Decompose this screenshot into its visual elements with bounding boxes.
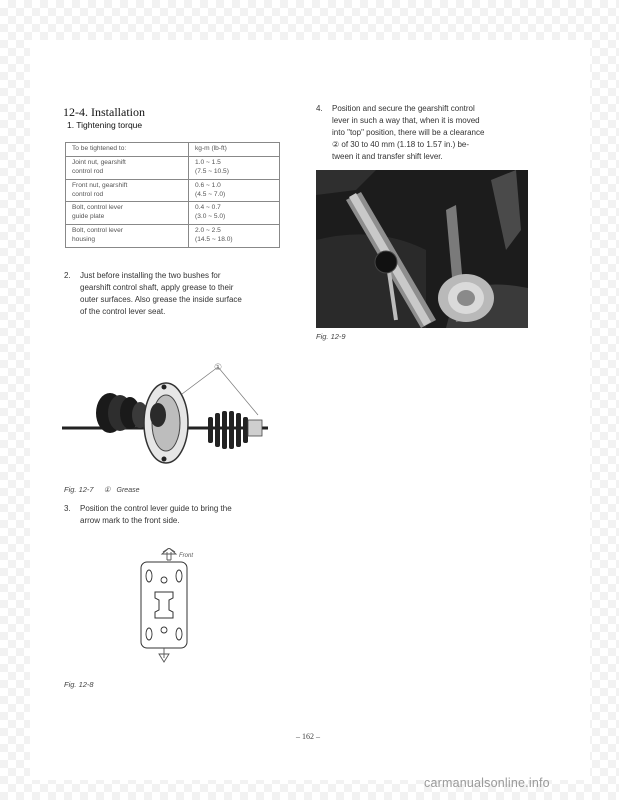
step-4-line: into "top" position, there will be a clearance [332, 128, 485, 137]
table-row [66, 225, 280, 248]
guide-plate-diagram [135, 548, 205, 668]
table-cell-value: 1.0 ~ 1.5 (7.5 ~ 10.5) [189, 156, 280, 179]
step-4-line: lever in such a way that, when it is moved [332, 116, 480, 125]
fig-12-7-caption: Fig. 12-7 ① Grease [64, 485, 140, 494]
step-2-line: gearshift control shaft, apply grease to their [80, 283, 234, 292]
step-3-number: 3. [64, 504, 71, 513]
fig-12-8-caption: Fig. 12-8 [64, 680, 94, 689]
table-row [66, 202, 280, 225]
legend-marker: ① [103, 485, 111, 494]
fig-12-9-caption: Fig. 12-9 [316, 332, 346, 341]
table-cell-part: Front nut, gearshift control rod [66, 179, 189, 202]
grease-marker: ① [214, 363, 223, 373]
gearshift-lever-photo [316, 170, 528, 328]
step-2-line: of the control lever seat. [80, 307, 166, 316]
section-title: 12-4. Installation [63, 105, 145, 119]
step-2-number: 2. [64, 271, 71, 280]
step-4-line: tween it and transfer shift lever. [332, 152, 443, 161]
table-row [66, 156, 280, 179]
table-cell-part: Bolt, control lever housing [66, 225, 189, 248]
shift-shaft-illustration [58, 345, 278, 475]
step-2-line: Just before installing the two bushes for [80, 271, 221, 280]
front-label: Front [179, 553, 194, 559]
step-4-line: Position and secure the gearshift control [332, 104, 475, 113]
table-row [66, 179, 280, 202]
table-header-part: To be tightened to: [66, 143, 189, 157]
watermark: carmanualsonline.info [424, 776, 550, 790]
step-3-line: Position the control lever guide to bring the [80, 504, 232, 513]
table-cell-value: 0.4 ~ 0.7 (3.0 ~ 5.0) [189, 202, 280, 225]
table-cell-part: Bolt, control lever guide plate [66, 202, 189, 225]
table-cell-value: 0.6 ~ 1.0 (4.5 ~ 7.0) [189, 179, 280, 202]
table-cell-value: 2.0 ~ 2.5 (14.5 ~ 18.0) [189, 225, 280, 248]
step-2-paragraph [64, 270, 284, 320]
table-header-row [66, 143, 280, 157]
table-header-value: kg-m (lb-ft) [189, 143, 280, 157]
step-3-line: arrow mark to the front side. [80, 516, 180, 525]
page-number: – 162 – [296, 732, 320, 741]
step-4-paragraph [316, 103, 546, 165]
step-2-line: outer surfaces. Also grease the inside surface [80, 295, 242, 304]
step-3-paragraph [64, 503, 284, 529]
step-4-line: ② of 30 to 40 mm (1.18 to 1.57 in.) be- [332, 140, 470, 149]
section-subtitle: 1. Tightening torque [67, 120, 143, 130]
table-cell-part: Joint nut, gearshift control rod [66, 156, 189, 179]
torque-table [65, 142, 280, 248]
legend-text: Grease [116, 487, 140, 494]
step-4-number: 4. [316, 104, 323, 113]
